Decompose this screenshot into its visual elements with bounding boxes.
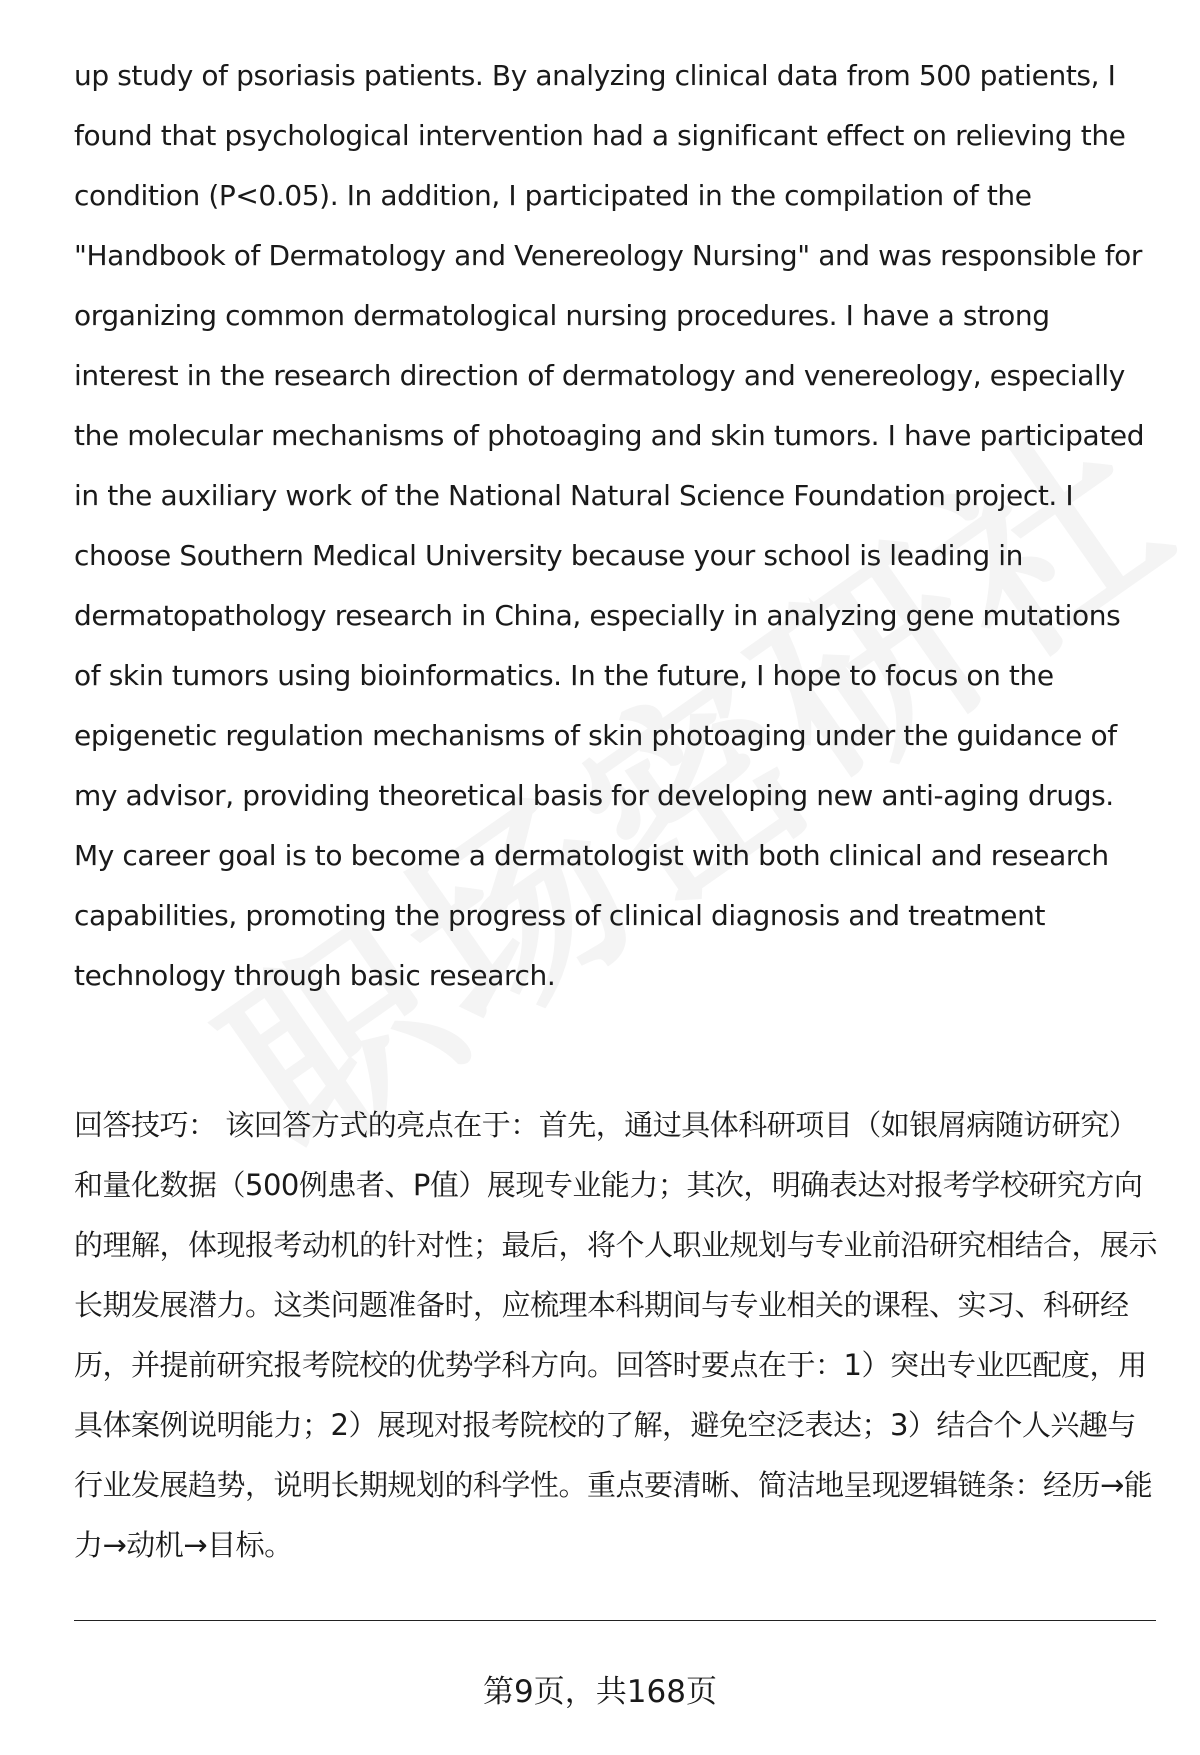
body-paragraph: up study of psoriasis patients. By analyzing clinical data from 500 patients, I found that psychological intervention had a significant effect on relieving the condition (P<0.05). In addition, I participated in the compilation of the "Handbook of Dermatology and Venereology Nursing" and was responsible for organizing common dermatological nursing procedures. I have a strong interest in the research direction of dermatology and venereology, especially the molecular mechanisms of photoaging and skin tumors. I have participated in the auxiliary work of the National Natural Science Foundation project. I choose Southern Medical University because your school is leading in dermatopathology research in China, especially in analyzing gene mutations of skin tumors using bioinformatics. In the future, I hope to focus on the epigenetic regulation mechanisms of skin photoaging under the guidance of my advisor, providing theoretical basis for developing new anti-aging drugs. My career goal is to become a dermatologist with both clinical and research capabilities, promoting the progress of clinical diagnosis and treatment technology through basic research. xyxy=(74,59,1145,992)
page-number: 第9页，共168页 xyxy=(483,1674,717,1710)
answer-tips-paragraph: 回答技巧： 该回答方式的亮点在于：首先，通过具体科研项目（如银屑病随访研究）和量化数据（500例患者、P值）展现专业能力；其次，明确表达对报考学校研究方向的理解，体现报考动机的针对性；最后，将个人职业规划与专业前沿研究相结合，展示长期发展潜力。这类问题准备时，应梳理本科期间与专业相关的课程、实习、科研经历，并提前研究报考院校的优势学科方向。回答时要点在于：1）突出专业匹配度，用具体案例说明能力；2）展现对报考院校的了解，避免空泛表达；3）结合个人兴趣与行业发展趋势，说明长期规划的科学性。重点要清晰、简洁地呈现逻辑链条：经历→能力→动机→目标。 xyxy=(74,1108,1158,1562)
footer-divider xyxy=(74,1620,1156,1621)
